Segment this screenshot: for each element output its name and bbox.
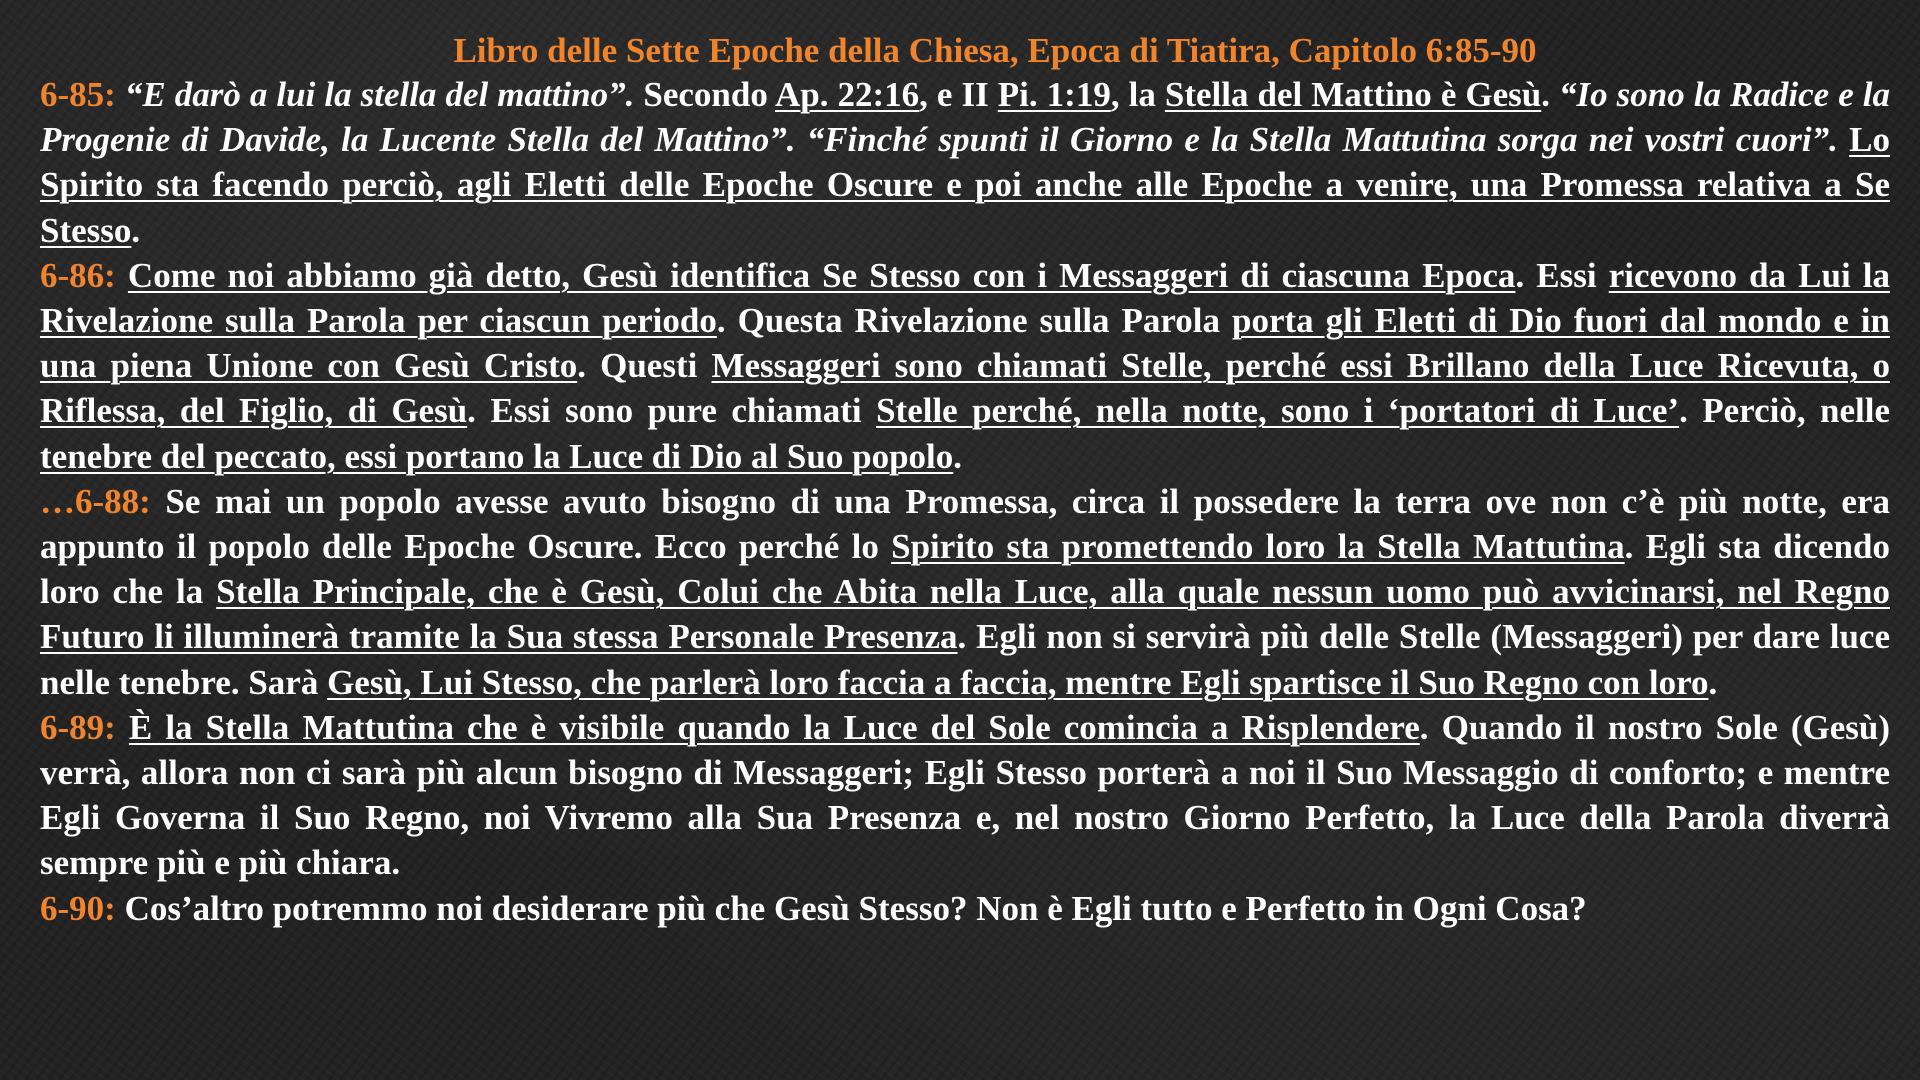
body-text: .: [1708, 662, 1718, 702]
quoted-text: “Io sono la Radice e la Progenie di Davide, la Lucente Stella del Mattino”. “Finché spunti il Giorno e la Stella Mattutina sorga nei vostri cuori”.: [40, 75, 1891, 160]
body-text: .: [131, 210, 141, 250]
body-text: [116, 256, 128, 295]
underlined-text: Messaggeri sono chiamati Stelle, perché essi Brillano della Luce Ricevuta, o Riflessa, del Figlio, di Gesù: [40, 346, 1890, 431]
body-text: . Questi: [577, 346, 712, 386]
underlined-text: Stella Principale, che è Gesù, Colui che Abita nella Luce, alla quale nessun uomo può avvicinarsi, nel Regno Futuro li illuminerà tramite la Sua stessa Personale Presenza: [40, 572, 1890, 657]
paragraph-688: [40, 479, 1890, 705]
verse-number: 6-89:: [40, 707, 116, 747]
verse-number: 6-85:: [40, 75, 116, 114]
paragraph-690: [40, 886, 1890, 931]
body-text: .: [953, 436, 963, 476]
body-text: . Quando il nostro Sole (Gesù) verrà, allora non ci sarà più alcun bisogno di Messaggeri; Egli Stesso porterà a noi il Suo Messaggio di conforto; e mentre Egli Governa il Suo Regno, noi Vivremo alla Sua Presenza e, nel nostro Giorno Perfetto, la Luce della Parola diverrà sempre più e più chiara.: [40, 707, 1891, 883]
body-text: Secondo: [634, 75, 775, 114]
underlined-text: porta gli Eletti di Dio fuori dal mondo e in una piena Unione con Gesù Cristo: [40, 301, 1890, 386]
document-body: [40, 72, 1890, 931]
body-text: Cos’altro potremmo noi desiderare più che Gesù Stesso? Non è Egli tutto e Perfetto in Ogni Cosa?: [115, 888, 1587, 928]
paragraph-685: [40, 72, 1890, 253]
underlined-text: tenebre del peccato, essi portano la Luce di Dio al Suo popolo: [40, 436, 954, 476]
underlined-text: Stella del Mattino è Gesù: [1164, 75, 1542, 114]
body-text: [1838, 120, 1849, 159]
body-text: Se mai un popolo avesse avuto bisogno di una Promessa, circa il possedere la terra ove non c’è più notte, era appunto il popolo delle Epoche Oscure. Ecco perché lo: [40, 481, 1890, 567]
page-title: Libro delle Sette Epoche della Chiesa, Epoca di Tiatira, Capitolo 6:85-90: [453, 31, 1537, 70]
underlined-text: Pi. 1:19: [997, 75, 1111, 114]
body-text: , e II: [919, 75, 998, 114]
underlined-text: Lo Spirito sta facendo perciò, agli Eletti delle Epoche Oscure e poi anche alle Epoche a venire, una Promessa relativa a Se Stesso: [40, 120, 1890, 250]
body-text: . Essi: [1515, 255, 1609, 295]
body-text: . Perciò, nelle: [1679, 391, 1891, 431]
verse-number: …6-88:: [40, 481, 151, 521]
body-text: . Questa Rivelazione sulla Parola: [716, 301, 1232, 341]
underlined-text: Stelle perché, nella notte, sono i ‘portatori di Luce’: [876, 391, 1680, 431]
underlined-text: Spirito sta promettendo loro la Stella Mattutina: [891, 527, 1625, 567]
body-text: [116, 708, 129, 747]
paragraph-686: [40, 253, 1890, 479]
underlined-text: Ap. 22:16: [774, 75, 920, 114]
underlined-text: ricevono da Lui la Rivelazione sulla Parola per ciascun periodo: [40, 255, 1891, 341]
paragraph-689: [40, 705, 1890, 886]
body-text: . Essi sono pure chiamati: [467, 391, 877, 431]
underlined-text: Come noi abbiamo già detto, Gesù identifica Se Stesso con i Messaggeri di ciascuna Epoca: [127, 255, 1516, 295]
slide: [40, 30, 1890, 1070]
body-text: , la: [1110, 75, 1165, 114]
body-text: . Egli sta dicendo loro che la: [40, 527, 1890, 612]
verse-number: 6-86:: [40, 255, 116, 295]
body-text: [116, 75, 125, 114]
quoted-text: “E darò a lui la stella del mattino”.: [124, 75, 635, 114]
verse-number: 6-90:: [40, 888, 116, 928]
underlined-text: Gesù, Lui Stesso, che parlerà loro faccia a faccia, mentre Egli spartisce il Suo Regno con loro: [327, 662, 1709, 702]
body-text: . Egli non si servirà più delle Stelle (Messaggeri) per dare luce nelle tenebre. Sarà: [40, 617, 1890, 702]
body-text: .: [1541, 75, 1560, 114]
underlined-text: È la Stella Mattutina che è visibile quando la Luce del Sole comincia a Risplendere: [128, 707, 1420, 747]
